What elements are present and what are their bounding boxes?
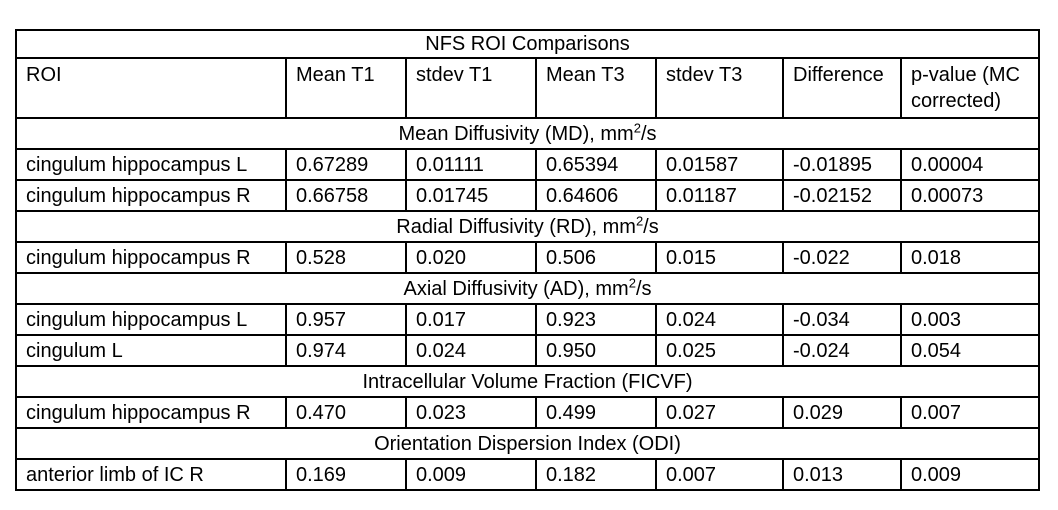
section-label-unit: /s	[640, 122, 657, 145]
roi-cell: cingulum hippocampus L	[16, 149, 286, 180]
section-label-text: Intracellular Volume Fraction (FICVF)	[362, 370, 693, 393]
roi-cell: cingulum hippocampus R	[16, 180, 286, 211]
p-value-cell: 0.007	[901, 397, 1039, 428]
p-value-cell: 0.054	[901, 335, 1039, 366]
section-header-md-label	[16, 118, 1039, 149]
col-header-difference: Difference	[783, 58, 901, 118]
difference-cell: -0.01895	[783, 149, 901, 180]
stdev-t1-cell: 0.01111	[406, 149, 536, 180]
mean-t1-cell: 0.528	[286, 242, 406, 273]
difference-cell: 0.013	[783, 459, 901, 490]
mean-t3-cell: 0.923	[536, 304, 656, 335]
mean-t1-cell: 0.169	[286, 459, 406, 490]
stdev-t1-cell: 0.017	[406, 304, 536, 335]
section-header-ficvf	[16, 366, 1039, 397]
section-label-superscript: 2	[633, 119, 641, 135]
p-value-cell: 0.018	[901, 242, 1039, 273]
roi-cell: cingulum hippocampus R	[16, 242, 286, 273]
section-label-text: Orientation Dispersion Index (ODI)	[374, 432, 681, 455]
table-title-row	[16, 30, 1039, 58]
section-header-ad	[16, 273, 1039, 304]
stdev-t3-cell: 0.01587	[656, 149, 783, 180]
difference-cell: -0.022	[783, 242, 901, 273]
stdev-t3-cell: 0.015	[656, 242, 783, 273]
mean-t1-cell: 0.957	[286, 304, 406, 335]
mean-t1-cell: 0.470	[286, 397, 406, 428]
mean-t1-cell: 0.66758	[286, 180, 406, 211]
mean-t1-cell: 0.67289	[286, 149, 406, 180]
col-header-mean-t3: Mean T3	[536, 58, 656, 118]
difference-cell: 0.029	[783, 397, 901, 428]
table-container	[15, 29, 1040, 491]
section-header-odi-label	[16, 428, 1039, 459]
section-header-rd-label	[16, 211, 1039, 242]
stdev-t1-cell: 0.020	[406, 242, 536, 273]
p-value-cell: 0.009	[901, 459, 1039, 490]
section-label-text: Radial Diffusivity (RD), mm	[396, 215, 636, 238]
section-header-ad-label	[16, 273, 1039, 304]
column-header-row	[16, 58, 1039, 118]
table-row	[16, 242, 1039, 273]
section-label-unit: /s	[635, 277, 652, 300]
section-header-rd	[16, 211, 1039, 242]
table-row	[16, 149, 1039, 180]
stdev-t1-cell: 0.024	[406, 335, 536, 366]
col-header-stdev-t1: stdev T1	[406, 58, 536, 118]
roi-cell: cingulum hippocampus R	[16, 397, 286, 428]
mean-t3-cell: 0.950	[536, 335, 656, 366]
stdev-t1-cell: 0.023	[406, 397, 536, 428]
stdev-t3-cell: 0.027	[656, 397, 783, 428]
p-value-cell: 0.00073	[901, 180, 1039, 211]
table-row	[16, 397, 1039, 428]
section-label-superscript: 2	[628, 274, 636, 290]
difference-cell: -0.034	[783, 304, 901, 335]
table-row	[16, 180, 1039, 211]
p-value-cell: 0.003	[901, 304, 1039, 335]
stdev-t1-cell: 0.01745	[406, 180, 536, 211]
section-header-md	[16, 118, 1039, 149]
nfs-roi-comparisons-table	[15, 29, 1040, 491]
section-header-ficvf-label	[16, 366, 1039, 397]
mean-t3-cell: 0.65394	[536, 149, 656, 180]
col-header-roi: ROI	[16, 58, 286, 118]
mean-t3-cell: 0.64606	[536, 180, 656, 211]
col-header-p-value: p-value (MC corrected)	[901, 58, 1039, 118]
roi-cell: cingulum L	[16, 335, 286, 366]
mean-t3-cell: 0.506	[536, 242, 656, 273]
p-value-cell: 0.00004	[901, 149, 1039, 180]
difference-cell: -0.024	[783, 335, 901, 366]
section-header-odi	[16, 428, 1039, 459]
stdev-t3-cell: 0.025	[656, 335, 783, 366]
section-label-text: Axial Diffusivity (AD), mm	[403, 277, 629, 300]
mean-t3-cell: 0.182	[536, 459, 656, 490]
stdev-t3-cell: 0.024	[656, 304, 783, 335]
section-label-unit: /s	[643, 215, 659, 238]
table-row	[16, 304, 1039, 335]
difference-cell: -0.02152	[783, 180, 901, 211]
col-header-stdev-t3: stdev T3	[656, 58, 783, 118]
mean-t3-cell: 0.499	[536, 397, 656, 428]
mean-t1-cell: 0.974	[286, 335, 406, 366]
roi-cell: anterior limb of IC R	[16, 459, 286, 490]
roi-cell: cingulum hippocampus L	[16, 304, 286, 335]
col-header-mean-t1: Mean T1	[286, 58, 406, 118]
section-label-text: Mean Diffusivity (MD), mm	[398, 122, 634, 145]
table-title: NFS ROI Comparisons	[16, 30, 1039, 58]
table-row	[16, 335, 1039, 366]
stdev-t3-cell: 0.01187	[656, 180, 783, 211]
stdev-t1-cell: 0.009	[406, 459, 536, 490]
section-label-superscript: 2	[635, 212, 644, 228]
table-row	[16, 459, 1039, 490]
stdev-t3-cell: 0.007	[656, 459, 783, 490]
